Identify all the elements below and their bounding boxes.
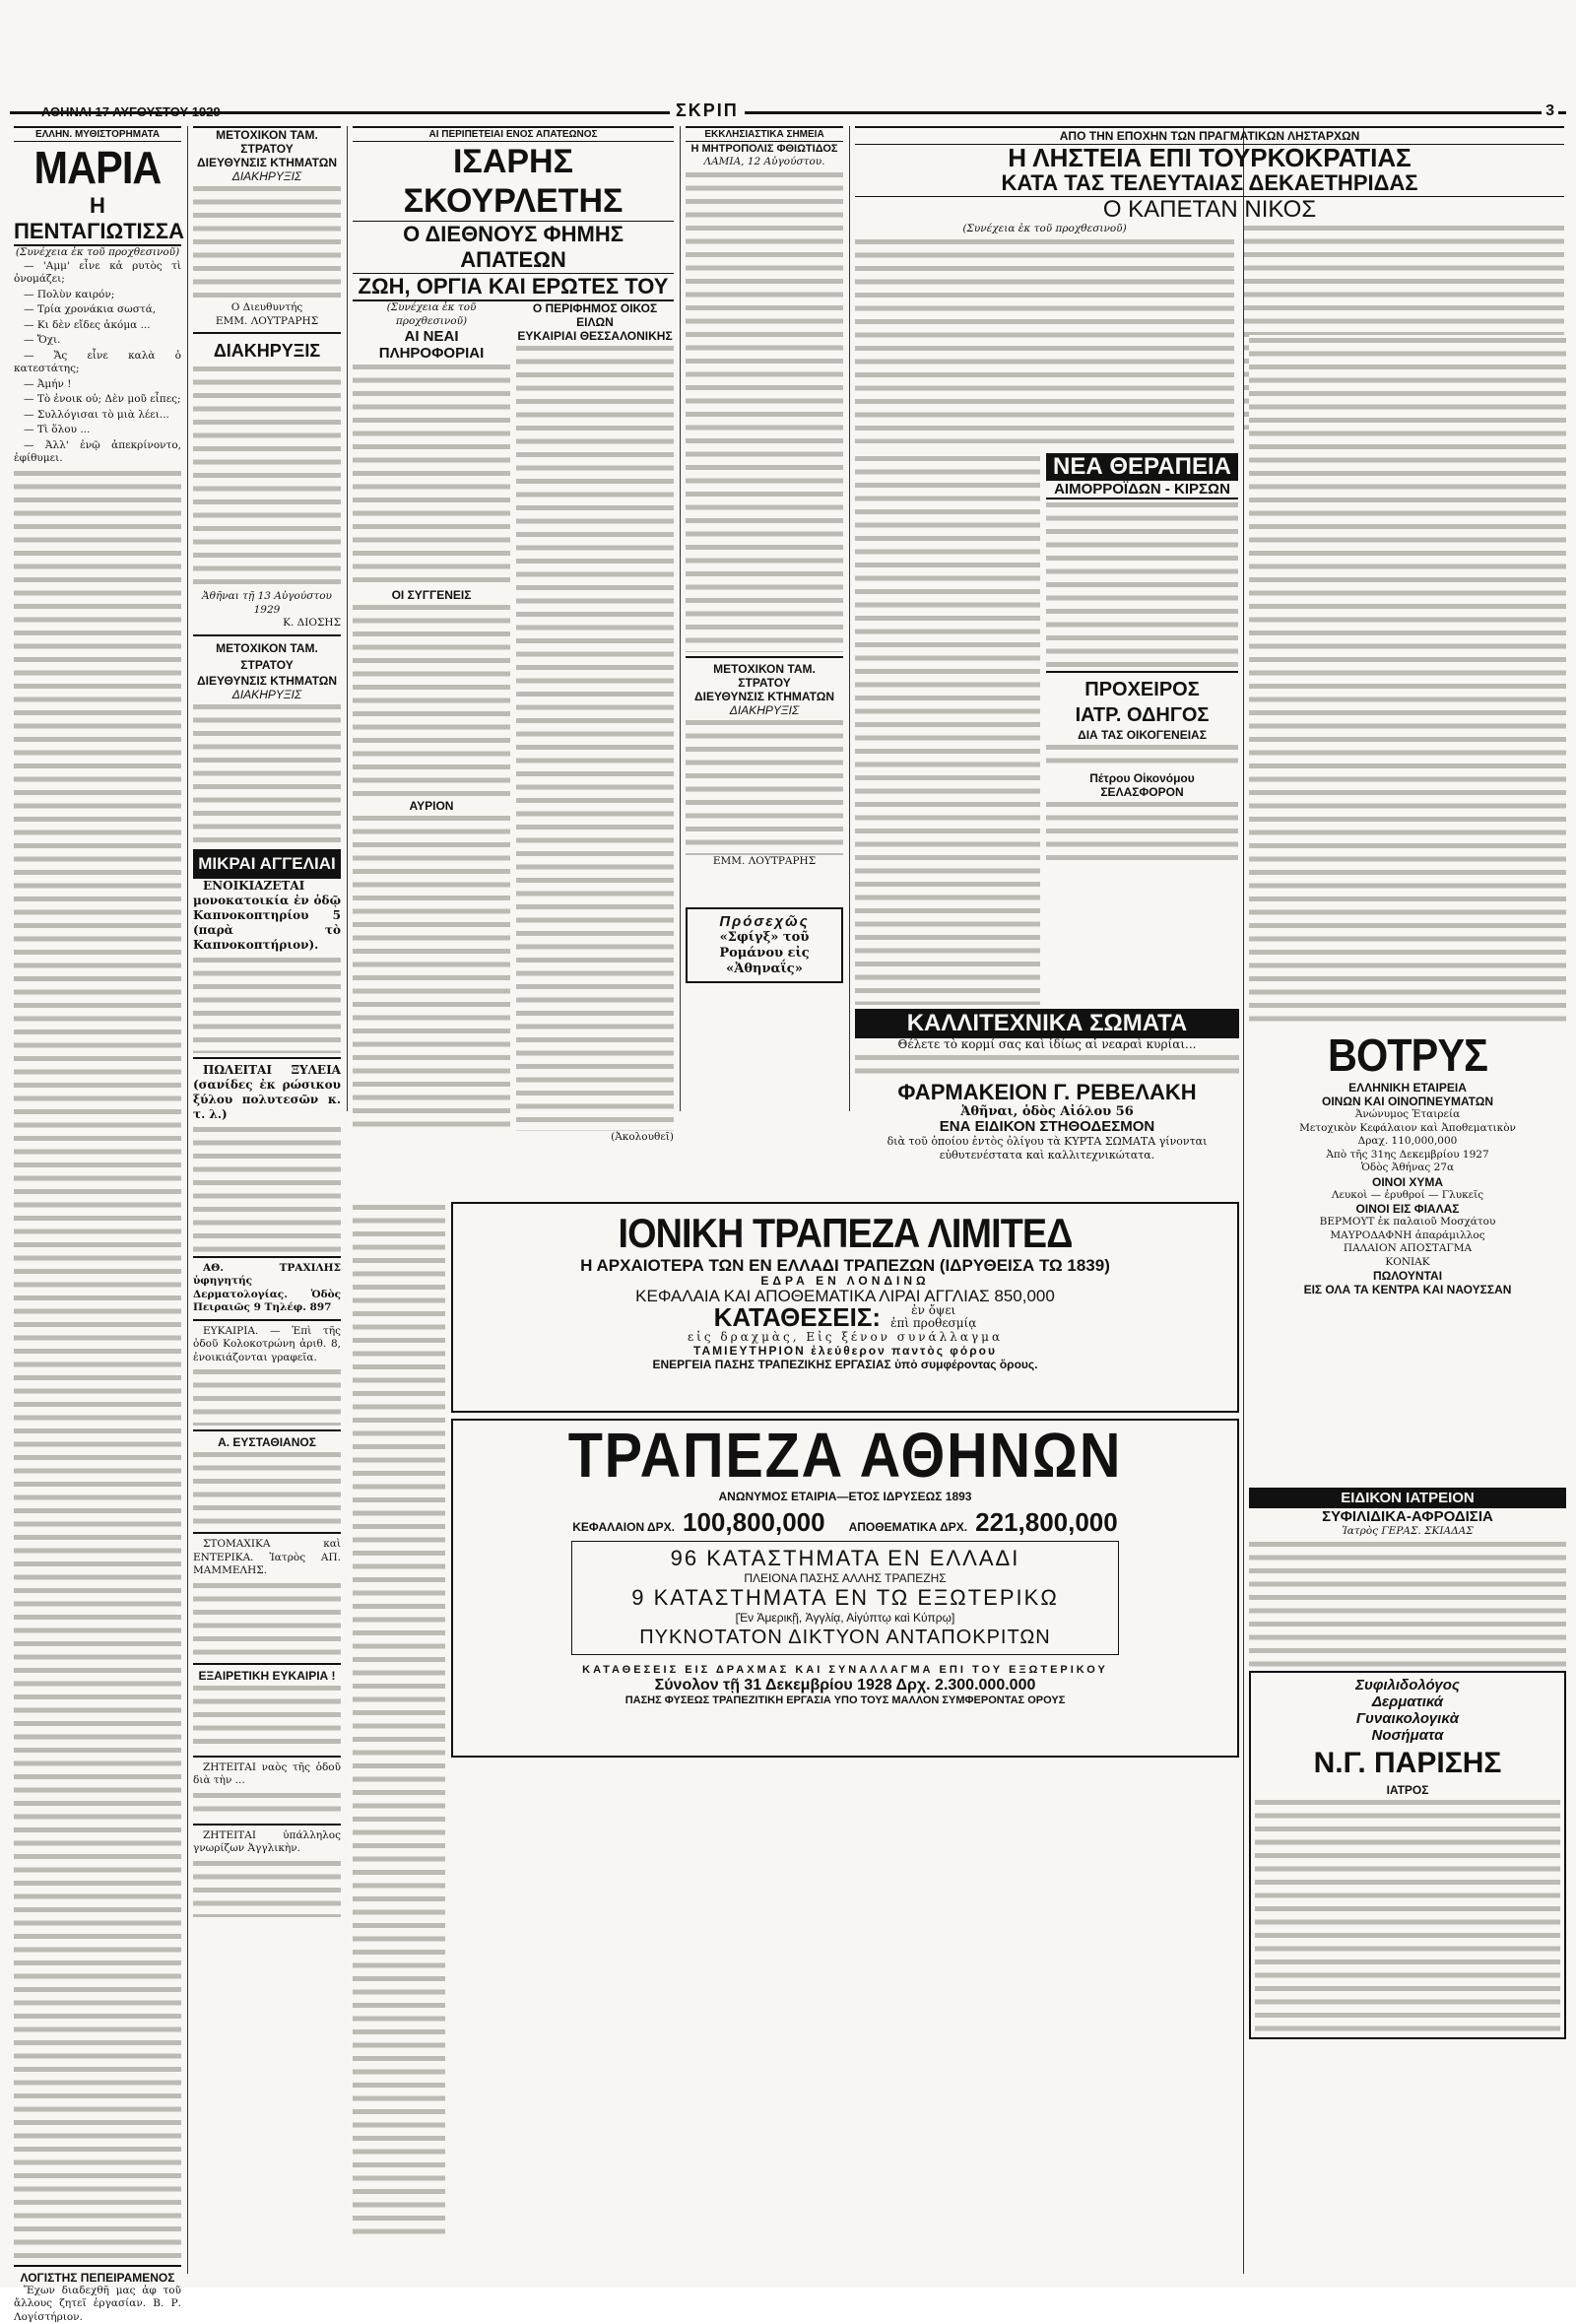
ionian-savings: ΤΑΜΙΕΥΤΗΡΙΟΝ ἐλεύθερον παντὸς φόρου [453, 1344, 1237, 1358]
paris-title: ΙΑΤΡΟΣ [1255, 1783, 1560, 1797]
athens-reserves-value: 221,800,000 [975, 1509, 1118, 1535]
article-kicker: ΑΙ ΠΕΡΙΠΕΤΕΙΑΙ ΕΝΟΣ ΑΠΑΤΕΩΝΟΣ [353, 126, 674, 142]
corset-ads [855, 1009, 1239, 1206]
lower-filler [353, 1202, 445, 2236]
medical-guide-heading: ΠΡΟΧΕΙΡΟΣ [1046, 677, 1238, 702]
ionian-deposits: ΚΑΤΑΘΕΣΕΙΣ: [714, 1304, 881, 1330]
botrys-line: Μετοχικὸν Κεφάλαιον καὶ Ἀποθεματικὸν [1249, 1122, 1566, 1136]
ionian-bank-tagline: Η ΑΡΧΑΙΟΤΕΡΑ ΤΩΝ ΕΝ ΕΛΛΑΔΙ ΤΡΑΠΕΖΩΝ (ΙΔΡΥΘΕΙΣΑ ΤΩ 1839) [453, 1257, 1237, 1274]
athens-branches-greece: 96 ΚΑΤΑΣΤΗΜΑΤΑ ΕΝ ΕΛΛΑΔΙ [576, 1546, 1114, 1571]
novel-line: — Κι δὲν εἴδες ἀκόμα ... [14, 319, 181, 333]
classified-ad-title: ΕΞΑΙΡΕΤΙΚΗ ΕΥΚΑΙΡΙΑ ! [193, 1669, 341, 1683]
brigandage-headline: Η ΛΗΣΤΕΙΑ ΕΠΙ ΤΟΥΡΚΟΚΡΑΤΙΑΣ [855, 145, 1564, 170]
article-deck: ΖΩΗ, ΟΡΓΙΑ ΚΑΙ ΕΡΩΤΕΣ ΤΟΥ [353, 273, 674, 301]
athens-capital-label: ΚΕΦΑΛΑΙΟΝ ΔΡΧ. [572, 1520, 675, 1534]
new-treatment-subheading: ΑΙΜΟΡΡΟΪΔΩΝ - ΚΙΡΣΩΝ [1046, 481, 1238, 499]
notice3-title: ΔΙΑΚΗΡΥΞΙΣ [193, 688, 341, 701]
brigandage-title: Ο ΚΑΠΕΤΑΝ ΝΙΚΟΣ [855, 197, 1564, 223]
botrys-line: ΠΑΛΑΙΟΝ ΑΠΟΣΤΑΓΜΑ [1249, 1242, 1566, 1256]
botrys-line: Ἀπὸ τῆς 31ης Δεκεμβρίου 1927 [1249, 1149, 1566, 1162]
article-subsection: Ο ΠΕΡΙΦΗΜΟΣ ΟΙΚΟΣ ΕΙΛΩΝ [516, 301, 674, 329]
athens-capital-value: 100,800,000 [683, 1509, 825, 1535]
novel-kicker: ΕΛΛΗΝ. ΜΥΘΙΣΤΟΡΗΜΑΤΑ [14, 126, 181, 142]
classified-ad: ΑΘ. ΤΡΑΧΙΛΗΣ ὑφηγητής Δερματολογίας. Ὁδὸς Πειραιῶς 9 Τηλέφ. 897 [193, 1262, 341, 1315]
botrys-line: ΟΙΝΟΙ ΕΙΣ ΦΙΑΛΑΣ [1249, 1202, 1566, 1216]
botrys-company: ΕΛΛΗΝΙΚΗ ΕΤΑΙΡΕΙΑ [1249, 1081, 1566, 1095]
section-heading: ΟΙ ΣΥΓΓΕΝΕΙΣ [353, 588, 510, 602]
article-subheadline: Ο ΔΙΕΘΝΟΥΣ ΦΗΜΗΣ ΑΠΑΤΕΩΝ [353, 221, 674, 273]
athens-branches-greece-note: ΠΛΕΙΟΝΑ ΠΑΣΗΣ ΑΛΛΗΣ ΤΡΑΠΕΖΗΣ [576, 1571, 1114, 1585]
pharmacy-claim: διὰ τοῦ ὁποίου ἐντὸς ὀλίγου τὰ ΚΥΡΤΑ ΣΩΜΑΤΑ γίνονται εὐθυτενέστατα καὶ καλλιτεχνικώτατα. [855, 1135, 1239, 1162]
corset-text: Θέλετε τὸ κορμί σας καὶ ἰδίως αἱ νεαραὶ κυρίαι... [855, 1038, 1239, 1052]
notice4-title: ΔΙΑΚΗΡΥΞΙΣ [686, 703, 843, 717]
notice4-subheading: ΔΙΕΥΘΥΝΣΙΣ ΚΤΗΜΑΤΩΝ [686, 690, 843, 703]
notice1-heading: ΜΕΤΟΧΙΚΟΝ ΤΑΜ. ΣΤΡΑΤΟΥ [193, 126, 341, 156]
classified-ad: ΕΥΚΑΙΡΙΑ. — Ἐπὶ τῆς ὁδοῦ Κολοκοτρώνη ἀριθ. 8, ἐνοικιάζονται γραφεῖα. [193, 1325, 341, 1365]
notice1-signer-role: Ο Διευθυντής [193, 301, 341, 315]
paris-ad [1249, 1671, 1566, 2039]
athens-deposits: ΚΑΤΑΘΕΣΕΙΣ ΕΙΣ ΔΡΑΧΜΑΣ ΚΑΙ ΣΥΝΑΛΛΑΓΜΑ ΕΠΙ ΤΟΥ ΕΞΩΤΕΡΙΚΟΥ [453, 1663, 1237, 1677]
classified-ad: ΣΤΟΜΑΧΙΚΑ καὶ ΕΝΤΕΡΙΚΑ. Ἰατρὸς ΑΠ. ΜΑΜΜΕΛΗΣ. [193, 1538, 341, 1578]
notices-column [193, 126, 341, 2274]
forthcoming-label: Πρόσεχῶς [691, 913, 837, 930]
novel-line: — Ἄς εἶνε καλὰ ὁ κατεστάτης; [14, 350, 181, 376]
notice4-heading: ΜΕΤΟΧΙΚΟΝ ΤΑΜ. ΣΤΡΑΤΟΥ [686, 662, 843, 690]
masthead-title: ΣΚΡΙΠ [670, 100, 745, 121]
botrys-line: Λευκοὶ — ἐρυθροί — Γλυκεῖς [1249, 1189, 1566, 1203]
clinic-specialty: ΣΥΦΙΛΙΔΙΚΑ-ΑΦΡΟΔΙΣΙΑ [1249, 1508, 1566, 1525]
athens-bank-name: ΤΡΑΠΕΖΑ ΑΘΗΝΩΝ [492, 1421, 1198, 1490]
fraudster-article [353, 126, 674, 1111]
classified-ad: ΖΗΤΕΙΤΑΙ ὑπάλληλος γνωρίζων Ἀγγλικὴν. [193, 1829, 341, 1856]
novel-column [14, 126, 181, 2274]
botrys-line: ΟΙΝΟΙ ΧΥΜΑ [1249, 1175, 1566, 1189]
paris-name: Ν.Γ. ΠΑΡΙΣΗΣ [1255, 1744, 1560, 1783]
novel-line: — Πολὺν καιρόν; [14, 289, 181, 302]
clinic-heading: ΕΙΔΙΚΟΝ ΙΑΤΡΕΙΟΝ [1249, 1488, 1566, 1508]
notice2-title: ΔΙΑΚΗΡΥΞΙΣ [193, 338, 341, 364]
novel-line: — Ὄχι. [14, 334, 181, 348]
ionian-bank-capital: ΚΕΦΑΛΑΙΑ ΚΑΙ ΑΠΟΘΕΜΑΤΙΚΑ ΛΙΡΑΙ ΑΓΓΛΙΑΣ 850,000 [453, 1288, 1237, 1304]
athens-reserves-label: ΑΠΟΘΕΜΑΤΙΚΑ ΔΡΧ. [849, 1520, 968, 1534]
botrys-line: Ἀνώνυμος Ἑταιρεία [1249, 1108, 1566, 1122]
notice2-date: Ἀθῆναι τῇ 13 Αὐγούστου 1929 [193, 590, 341, 617]
guide-author: Πέτρου Οἰκονόμου [1046, 771, 1238, 785]
botrys-line: ΠΩΛΟΥΝΤΑΙ [1249, 1269, 1566, 1283]
bank-of-athens-ad [451, 1419, 1239, 1758]
right-upper-filler [1249, 335, 1566, 1025]
ionian-currencies: εἰς δραχμὰς, Εἰς ξένον συνάλλαγμα [453, 1330, 1237, 1344]
novel-subtitle: Η ΠΕΝΤΑΓΙΩΤΙΣΣΑ [14, 193, 181, 246]
section-heading: ΑΥΡΙΟΝ [353, 799, 510, 813]
notice1-signer: ΕΜΜ. ΛΟΥΤΡΑΡΗΣ [193, 315, 341, 329]
accountant-ad-text: Ἔχων διαδεχθῆ μας ἀφ τοῦ ἄλλους ζητεῖ ἐργασίαν. Β. Ρ. Λογίστήριον. [14, 2285, 181, 2324]
doctors-ads [1249, 1488, 1566, 2197]
novel-line: — 'Αμμ' εἶνε κἀ ρυτὸς τὶ ὀνομάζει; [14, 260, 181, 287]
corset-heading: ΚΑΛΛΙΤΕΧΝΙΚΑ ΣΩΜΑΤΑ [855, 1009, 1239, 1038]
medical-ads [1046, 453, 1238, 1015]
notice1-subheading: ΔΙΕΥΘΥΝΣΙΣ ΚΤΗΜΑΤΩΝ [193, 156, 341, 169]
classifieds-heading: ΜΙΚΡΑΙ ΑΓΓΕΛΙΑΙ [193, 849, 341, 879]
ionian-deposit-sight: ἐν ὄψει [890, 1304, 976, 1317]
clinic-doctor: Ἰατρὸς ΓΕΡΑΣ. ΣΚΙΑΔΑΣ [1249, 1525, 1566, 1539]
church-dateline: ΛΑΜΙΑ, 12 Αὐγούστου. [686, 156, 843, 169]
ionian-bank-name: ΙΟΝΙΚΗ ΤΡΑΠΕΖΑ ΛΙΜΙΤΕΔ [492, 1210, 1198, 1257]
novel-line: — Συλλόγισαι τὸ μιὰ λέει... [14, 409, 181, 423]
botrys-line: ΒΕΡΜΟΥΤ ἐκ παλαιοῦ Μοσχάτου [1249, 1216, 1566, 1229]
page-number: 3 [1542, 102, 1558, 120]
athens-branches-abroad: 9 ΚΑΤΑΣΤΗΜΑΤΑ ΕΝ ΤΩ ΕΞΩΤΕΡΙΚΩ [576, 1585, 1114, 1611]
athens-operations: ΠΑΣΗΣ ΦΥΣΕΩΣ ΤΡΑΠΕΖΙΤΙΚΗ ΕΡΓΑΣΙΑ ΥΠΟ ΤΟΥΣ ΜΑΛΛΟΝ ΣΥΜΦΕΡΟΝΤΑΣ ΟΡΟΥΣ [453, 1693, 1237, 1707]
article-continuation: (Συνέχεια ἐκ τοῦ προχθεσινοῦ) [353, 301, 510, 328]
brigandage-subheadline: ΚΑΤΑ ΤΑΣ ΤΕΛΕΥΤΑΙΑΣ ΔΕΚΑΕΤΗΡΙΔΑΣ [855, 170, 1564, 197]
botrys-ad [1249, 1029, 1566, 1561]
novel-line: — Ἀμήν ! [14, 378, 181, 392]
classified-ad: ΖΗΤΕΙΤΑΙ ναὸς τῆς ὁδοῦ διὰ τὴν ... [193, 1761, 341, 1788]
notice3-heading: ΜΕΤΟΧΙΚΟΝ ΤΑΜ. ΣΤΡΑΤΟΥ [193, 640, 341, 674]
athens-branches-abroad-note: [Ἐν Ἀμερικῇ, Ἀγγλίᾳ, Αἰγύπτῳ καὶ Κύπρῳ] [576, 1611, 1114, 1625]
masthead [10, 104, 1566, 120]
medical-guide-subtitle: ΔΙΑ ΤΑΣ ΟΙΚΟΓΕΝΕΙΑΣ [1046, 728, 1238, 742]
pharmacy-name: ΦΑΡΜΑΚΕΙΟΝ Γ. ΡΕΒΕΛΑΚΗ [855, 1080, 1239, 1105]
botrys-line: Δραχ. 110,000,000 [1249, 1135, 1566, 1149]
pharmacy-address: Ἀθῆναι, ὁδὸς Αἰόλου 56 [855, 1105, 1239, 1119]
botrys-line: ΕΙΣ ΟΛΑ ΤΑ ΚΕΝΤΡΑ ΚΑΙ ΝΑΟΥΣΣΑΝ [1249, 1283, 1566, 1296]
guide-publisher: ΣΕΛΑΣΦΟΡΟΝ [1046, 785, 1238, 799]
botrys-line: ΟΙΝΩΝ ΚΑΙ ΟΙΝΟΠΝΕΥΜΑΤΩΝ [1249, 1095, 1566, 1108]
botrys-title: ΒΟΤΡΥΣ [1265, 1029, 1550, 1081]
classified-ad-title: Α. ΕΥΣΤΑΘΙΑΝΟΣ [193, 1435, 341, 1449]
botrys-line: ΚΟΝΙΑΚ [1249, 1256, 1566, 1270]
athens-deposits-total: Σύνολον τῇ 31 Δεκεμβρίου 1928 Δρχ. 2.300.000.000 [453, 1677, 1237, 1693]
new-treatment-heading: ΝΕΑ ΘΕΡΑΠΕΙΑ [1046, 453, 1238, 481]
ionian-bank-ad [451, 1202, 1239, 1413]
novel-line: — Τρία χρονάκια σωστά, [14, 303, 181, 317]
botrys-line: Ὁδὸς Ἀθήνας 27α [1249, 1162, 1566, 1175]
church-kicker: ΕΚΚΛΗΣΙΑΣΤΙΚΑ ΣΗΜΕΙΑ [686, 126, 843, 142]
novel-line: — Ἀλλ' ἐνῷ ἀπεκρίνοντο, ἐφίθυμει. [14, 439, 181, 466]
paris-line: Νοσήματα [1255, 1727, 1560, 1744]
paris-line: Γυναικολογικὰ [1255, 1710, 1560, 1727]
medical-guide-title: ΙΑΤΡ. ΟΔΗΓΟΣ [1046, 702, 1238, 728]
article-to-be-continued: (Ἀκολουθεῖ) [516, 1131, 674, 1145]
novel-title: ΜΑΡΙΑ [23, 142, 173, 193]
novel-line: — Τὶ ὅλου ... [14, 424, 181, 437]
section-heading: ΑΙ ΝΕΑΙ ΠΛΗΡΟΦΟΡΙΑΙ [353, 328, 510, 362]
notice4-signer: ΕΜΜ. ΛΟΥΤΡΑΡΗΣ [686, 855, 843, 869]
ionian-bank-seat: ΕΔΡΑ ΕΝ ΛΟΝΔΙΝΩ [453, 1274, 1237, 1288]
brigandage-continuation: (Συνέχεια ἐκ τοῦ προχθεσινοῦ) [855, 223, 1234, 236]
article-headline: ΙΣΑΡΗΣ ΣΚΟΥΡΛΕΤΗΣ [353, 142, 674, 221]
notice2-signer: Κ. ΔΙΟΣΗΣ [193, 617, 341, 631]
novel-continuation: (Συνέχεια ἐκ τοῦ προχθεσινοῦ) [14, 246, 181, 260]
botrys-line: ΜΑΥΡΟΔΑΦΝΗ ἀπαράμιλλος [1249, 1229, 1566, 1243]
masthead-date: ΑΘΗΝΑΙ 17 ΑΥΓΟΥΣΤΟΥ 1929 [41, 104, 221, 119]
paris-line: Συφιλιδολόγος [1255, 1677, 1560, 1693]
paris-line: Δερματικά [1255, 1693, 1560, 1710]
classified-ad: ΕΝΟΙΚΙΑΖΕΤΑΙ μονοκατοικία ἐν ὁδῷ Καπνοκοπτηρίου 5 (παρὰ τὸ Καπνοκοπτήριον). [193, 879, 341, 953]
article-subsection: ΕΥΚΑΙΡΙΑΙ ΘΕΣΣΑΛΟΝΙΚΗΣ [516, 329, 674, 343]
novel-lines [14, 260, 181, 466]
athens-bank-founded: ΑΝΩΝΥΜΟΣ ΕΤΑΙΡΙΑ—ΕΤΟΣ ΙΔΡΥΣΕΩΣ 1893 [453, 1490, 1237, 1503]
novel-text-block [14, 468, 181, 2261]
ionian-deposit-term: ἐπὶ προθεσμίᾳ [890, 1317, 976, 1330]
forthcoming-box [686, 907, 843, 983]
forthcoming-text: «Σφίγξ» τοῦ Ρομάνου εἰς «Ἀθηναΐς» [691, 930, 837, 977]
notice3-subheading: ΔΙΕΥΘΥΝΣΙΣ ΚΤΗΜΑΤΩΝ [193, 674, 341, 688]
athens-network: ΠΥΚΝΟΤΑΤΟΝ ΔΙΚΤΥΟΝ ΑΝΤΑΠΟΚΡΙΤΩΝ [576, 1625, 1114, 1650]
classified-ad: ΠΩΛΕΙΤΑΙ ΞΥΛΕΙΑ (σανίδες ἐκ ρώσικου ξύλου πολυτεσῶν κ. τ. λ.) [193, 1063, 341, 1122]
brigandage-kicker: ΑΠΟ ΤΗΝ ΕΠΟΧΗΝ ΤΩΝ ΠΡΑΓΜΑΤΙΚΩΝ ΛΗΣΤΑΡΧΩΝ [855, 126, 1564, 145]
novel-line: — Τὸ ἐνοικ οὐ; Δὲν μοῦ εἶπες; [14, 393, 181, 407]
notice1-title: ΔΙΑΚΗΡΥΞΙΣ [193, 169, 341, 183]
church-column [686, 126, 843, 1111]
ionian-operations: ΕΝΕΡΓΕΙΑ ΠΑΣΗΣ ΤΡΑΠΕΖΙΚΗΣ ΕΡΓΑΣΙΑΣ ὑπὸ συμφέροντας ὅρους. [453, 1358, 1237, 1371]
pharmacy-product: ΕΝΑ ΕΙΔΙΚΟΝ ΣΤΗΘΟΔΕΣΜΟΝ [855, 1118, 1239, 1135]
left-mid-ad-filler [855, 453, 1040, 1005]
church-headline: Η ΜΗΤΡΟΠΟΛΙΣ ΦΘΙΩΤΙΔΟΣ [686, 142, 843, 156]
accountant-ad-title: ΛΟΓΙΣΤΗΣ ΠΕΠΕΙΡΑΜΕΝΟΣ [14, 2271, 181, 2285]
